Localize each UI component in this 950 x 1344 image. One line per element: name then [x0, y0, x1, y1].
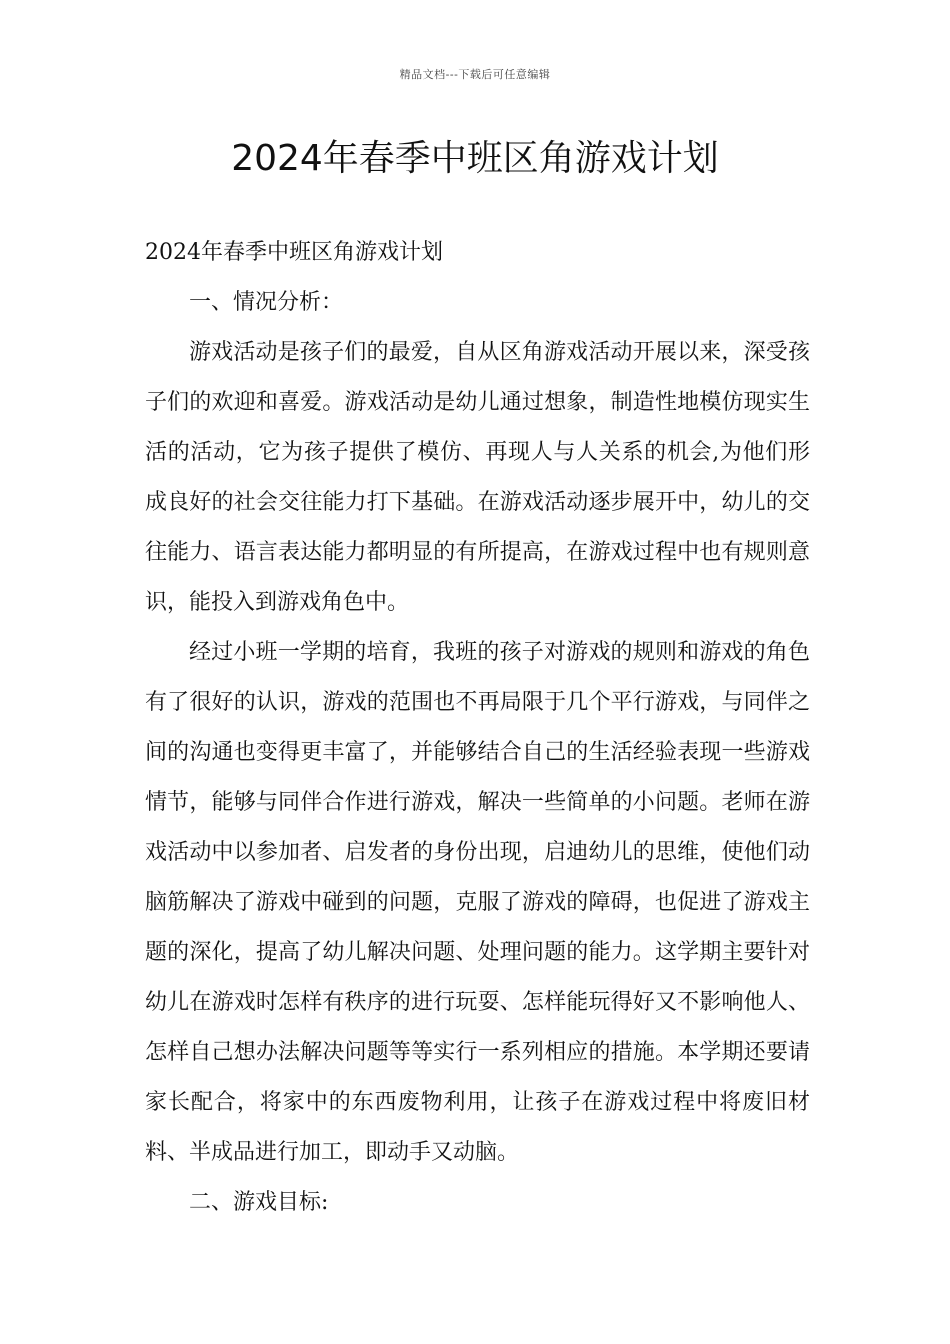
- document-body: [145, 228, 810, 1228]
- paragraph-game-activities: 游戏活动是孩子们的最爱，自从区角游戏活动开展以来，深受孩子们的欢迎和喜爱。游戏活动是幼儿通过想象，制造性地模仿现实生活的活动，它为孩子提供了模仿、再现人与人关系的机会,为他们形成良好的社会交往能力打下基础。在游戏活动逐步展开中，幼儿的交往能力、语言表达能力都明显的有所提高，在游戏过程中也有规则意识，能投入到游戏角色中。: [145, 340, 810, 615]
- section-heading-situation-analysis: 一、情况分析：: [189, 290, 344, 315]
- header-note: 精品文档---下载后可任意编辑: [399, 68, 551, 81]
- document-title: 2024年春季中班区角游戏计划: [231, 138, 719, 179]
- section-heading-game-goals: 二、游戏目标:: [189, 1190, 329, 1215]
- document-subtitle: 2024年春季中班区角游戏计划: [145, 240, 443, 265]
- paragraph-semester-review: 经过小班一学期的培育，我班的孩子对游戏的规则和游戏的角色有了很好的认识，游戏的范围也不再局限于几个平行游戏，与同伴之间的沟通也变得更丰富了，并能够结合自己的生活经验表现一些游戏情节，能够与同伴合作进行游戏，解决一些简单的小问题。老师在游戏活动中以参加者、启发者的身份出现，启迪幼儿的思维，使他们动脑筋解决了游戏中碰到的问题，克服了游戏的障碍，也促进了游戏主题的深化，提高了幼儿解决问题、处理问题的能力。这学期主要针对幼儿在游戏时怎样有秩序的进行玩耍、怎样能玩得好又不影响他人、怎样自己想办法解决问题等等实行一系列相应的措施。本学期还要请家长配合，将家中的东西废物利用，让孩子在游戏过程中将废旧材料、半成品进行加工，即动手又动脑。: [145, 640, 810, 1165]
